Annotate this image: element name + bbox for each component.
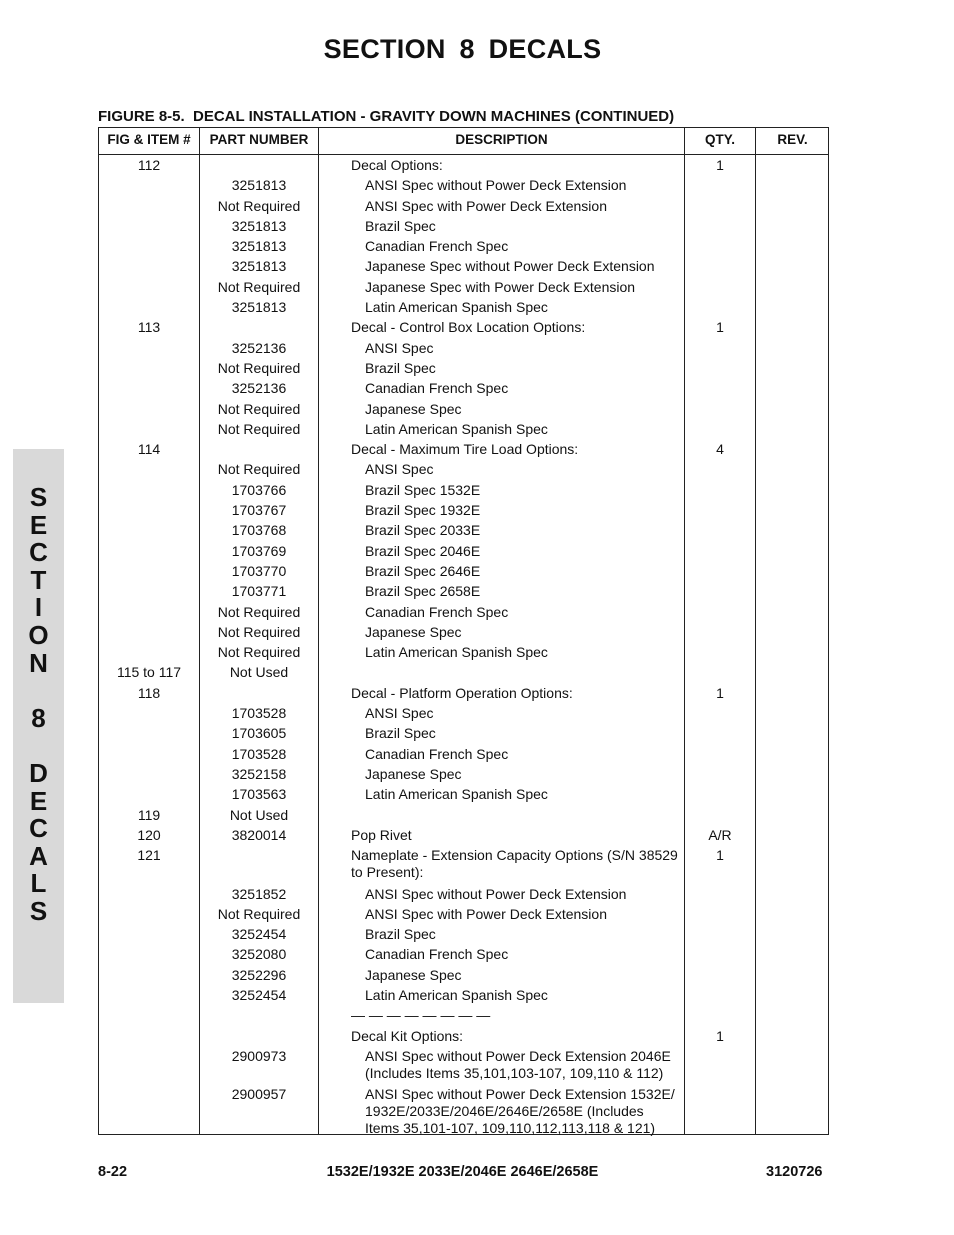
footer-page-number: 8-22 xyxy=(98,1164,128,1180)
table-body xyxy=(99,157,828,1138)
description-cell: Japanese Spec xyxy=(365,623,462,640)
part-number-cell: Not Required xyxy=(217,603,301,620)
table-header xyxy=(99,128,828,155)
description-cell: ANSI Spec without Power Deck Extension xyxy=(365,177,627,194)
part-number-cell: 1703769 xyxy=(231,542,287,559)
part-number-cell: Not Required xyxy=(217,644,301,661)
part-number-cell: 2900957 xyxy=(231,1086,287,1103)
fig-item-cell: 115 to 117 xyxy=(116,664,182,681)
fig-item-cell: 119 xyxy=(137,806,161,823)
fig-item-cell: 121 xyxy=(137,847,161,864)
table-row xyxy=(99,746,828,766)
description-cell: — — — — — — — — xyxy=(351,1007,491,1024)
part-number-cell: Not Required xyxy=(217,278,301,295)
qty-cell: A/R xyxy=(708,826,732,843)
part-number-cell: 2900973 xyxy=(231,1047,287,1064)
table-row xyxy=(99,967,828,987)
table-row xyxy=(99,319,828,339)
description-cell: ANSI Spec without Power Deck Extension 2046E (Includes Items 35,101,103-107, 109,110 & 112) xyxy=(365,1047,671,1081)
table-row xyxy=(99,1028,828,1048)
parts-table xyxy=(98,127,829,1135)
table-row xyxy=(99,644,828,664)
description-cell: Canadian French Spec xyxy=(365,238,509,255)
table-row xyxy=(99,218,828,238)
side-tab-letters xyxy=(13,484,64,926)
table-row xyxy=(99,604,828,624)
description-cell: Japanese Spec with Power Deck Extension xyxy=(365,278,636,295)
table-row xyxy=(99,766,828,786)
part-number-cell: Not Used xyxy=(229,664,289,681)
part-number-cell: Not Required xyxy=(217,197,301,214)
table-row xyxy=(99,926,828,946)
part-number-cell: 1703767 xyxy=(231,502,287,519)
part-number-cell: 3251813 xyxy=(231,177,287,194)
description-cell: ANSI Spec without Power Deck Extension 1532E/ 1932E/2033E/2046E/2646E/2658E (Includes Items 35,101-107, 109,110,112,113,118 & 121) xyxy=(365,1086,675,1137)
description-cell: Decal - Platform Operation Options: xyxy=(351,684,573,701)
description-cell: Latin American Spanish Spec xyxy=(365,987,548,1004)
section-side-tab xyxy=(13,449,64,1003)
description-cell: Canadian French Spec xyxy=(365,946,509,963)
description-cell: Latin American Spanish Spec xyxy=(365,644,548,661)
description-cell: Brazil Spec xyxy=(365,725,436,742)
table-row xyxy=(99,340,828,360)
description-cell: Decal Options: xyxy=(351,157,443,173)
fig-item-cell: 112 xyxy=(137,157,161,173)
part-number-cell: 3252136 xyxy=(231,339,287,356)
description-cell: ANSI Spec xyxy=(365,705,434,722)
table-row xyxy=(99,685,828,705)
description-cell: Decal - Maximum Tire Load Options: xyxy=(351,441,579,458)
table-row xyxy=(99,1086,828,1138)
part-number-cell: 1703528 xyxy=(231,705,287,722)
table-row xyxy=(99,1048,828,1087)
table-row xyxy=(99,664,828,684)
part-number-cell: 1703771 xyxy=(231,583,287,600)
side-tab-letter: L xyxy=(30,868,47,899)
table-row xyxy=(99,198,828,218)
column-header-description: DESCRIPTION xyxy=(455,132,548,147)
qty-cell: 1 xyxy=(716,847,724,864)
part-number-cell: Not Required xyxy=(217,400,301,417)
table-row xyxy=(99,1007,828,1027)
fig-item-cell: 113 xyxy=(137,319,161,336)
side-tab-letter: I xyxy=(34,592,43,623)
part-number-cell: 3251813 xyxy=(231,299,287,316)
side-tab-letter: A xyxy=(29,840,48,871)
side-tab-letter: E xyxy=(29,785,48,816)
table-row xyxy=(99,502,828,522)
side-tab-letter: C xyxy=(29,537,48,568)
table-row xyxy=(99,807,828,827)
part-number-cell: 1703766 xyxy=(231,481,287,498)
fig-item-cell: 114 xyxy=(137,441,161,458)
description-cell: ANSI Spec without Power Deck Extension xyxy=(365,885,627,902)
side-tab-letter: 8 xyxy=(31,702,46,733)
table-row xyxy=(99,987,828,1007)
table-row xyxy=(99,946,828,966)
table-row xyxy=(99,360,828,380)
figure-title: FIGURE 8-5. DECAL INSTALLATION - GRAVITY DOWN MACHINES (CONTINUED) xyxy=(98,108,675,125)
side-tab-letter: O xyxy=(28,619,49,650)
description-cell: ANSI Spec with Power Deck Extension xyxy=(365,197,607,214)
column-header-fig: FIG & ITEM # xyxy=(107,132,191,147)
side-tab-letter: N xyxy=(29,647,48,678)
description-cell: Brazil Spec 2033E xyxy=(365,522,481,539)
description-cell: Pop Rivet xyxy=(351,826,412,843)
table-row xyxy=(99,482,828,502)
part-number-cell: 3252158 xyxy=(231,765,287,782)
part-number-cell: 3252454 xyxy=(231,926,287,943)
qty-cell: 1 xyxy=(716,319,724,336)
column-header-rev: REV. xyxy=(777,132,808,147)
table-row xyxy=(99,441,828,461)
description-cell: Brazil Spec 1932E xyxy=(365,502,481,519)
column-header-part-number: PART NUMBER xyxy=(209,132,309,147)
part-number-cell: 3251813 xyxy=(231,238,287,255)
description-cell: Latin American Spanish Spec xyxy=(365,299,548,316)
table-row xyxy=(99,157,828,177)
table-row xyxy=(99,786,828,806)
side-tab-letter xyxy=(13,677,64,705)
table-row xyxy=(99,624,828,644)
side-tab-letter: S xyxy=(29,895,48,926)
part-number-cell: 3251813 xyxy=(231,217,287,234)
table-row xyxy=(99,886,828,906)
part-number-cell: Not Required xyxy=(217,623,301,640)
description-cell: Japanese Spec xyxy=(365,765,462,782)
part-number-cell: 3252080 xyxy=(231,946,287,963)
table-row xyxy=(99,461,828,481)
fig-item-cell: 118 xyxy=(137,684,161,701)
table-row xyxy=(99,563,828,583)
part-number-cell: 3251813 xyxy=(231,258,287,275)
side-tab-letter: T xyxy=(30,564,47,595)
table-row xyxy=(99,299,828,319)
description-cell: Japanese Spec xyxy=(365,400,462,417)
table-row xyxy=(99,906,828,926)
table-row xyxy=(99,380,828,400)
description-cell: Brazil Spec 2658E xyxy=(365,583,481,600)
part-number-cell: Not Required xyxy=(217,359,301,376)
description-cell: Decal Kit Options: xyxy=(351,1027,464,1044)
part-number-cell: Not Required xyxy=(217,461,301,478)
column-header-qty: QTY. xyxy=(704,132,735,147)
description-cell: Canadian French Spec xyxy=(365,745,509,762)
table-row xyxy=(99,827,828,847)
description-cell: Brazil Spec xyxy=(365,217,436,234)
table-row xyxy=(99,725,828,745)
part-number-cell: 3820014 xyxy=(231,826,287,843)
part-number-cell: Not Required xyxy=(217,905,301,922)
table-row xyxy=(99,279,828,299)
description-cell: Latin American Spanish Spec xyxy=(365,420,548,437)
description-cell: Canadian French Spec xyxy=(365,603,509,620)
table-row xyxy=(99,522,828,542)
part-number-cell: 3252296 xyxy=(231,966,287,983)
description-cell: ANSI Spec with Power Deck Extension xyxy=(365,905,607,922)
table-row xyxy=(99,177,828,197)
side-tab-letter: S xyxy=(29,482,48,512)
table-row xyxy=(99,258,828,278)
table-row xyxy=(99,421,828,441)
qty-cell: 1 xyxy=(716,684,724,701)
qty-cell: 1 xyxy=(716,1027,724,1044)
part-number-cell: 1703770 xyxy=(231,562,287,579)
side-tab-letter: E xyxy=(29,509,48,540)
part-number-cell: 1703563 xyxy=(231,786,287,803)
description-cell: Brazil Spec 1532E xyxy=(365,481,481,498)
table-row xyxy=(99,543,828,563)
description-cell: Brazil Spec xyxy=(365,359,436,376)
part-number-cell: 1703605 xyxy=(231,725,287,742)
part-number-cell: 3252454 xyxy=(231,987,287,1004)
table-row xyxy=(99,847,828,886)
description-cell: Latin American Spanish Spec xyxy=(365,786,548,803)
description-cell: Brazil Spec 2046E xyxy=(365,542,481,559)
description-cell: Nameplate - Extension Capacity Options (S/N 38529 to Present): xyxy=(351,847,678,881)
description-cell: Decal - Control Box Location Options: xyxy=(351,319,586,336)
description-cell: Canadian French Spec xyxy=(365,380,509,397)
description-cell: Japanese Spec without Power Deck Extension xyxy=(365,258,655,275)
table-row xyxy=(99,401,828,421)
description-cell: Japanese Spec xyxy=(365,966,462,983)
footer-models: 1532E/1932E 2033E/2046E 2646E/2658E xyxy=(326,1164,599,1180)
fig-item-cell: 120 xyxy=(137,826,161,843)
description-cell: Brazil Spec 2646E xyxy=(365,562,481,579)
description-cell: ANSI Spec xyxy=(365,339,434,356)
footer-doc-number: 3120726 xyxy=(766,1164,823,1180)
part-number-cell: 3251852 xyxy=(231,885,287,902)
qty-cell: 4 xyxy=(716,441,724,458)
table-row xyxy=(99,583,828,603)
side-tab-letter: D xyxy=(29,757,48,788)
table-row xyxy=(99,705,828,725)
side-tab-letter xyxy=(13,732,64,760)
description-cell: ANSI Spec xyxy=(365,461,434,478)
side-tab-letter: C xyxy=(29,813,48,844)
part-number-cell: Not Used xyxy=(229,806,289,823)
part-number-cell: Not Required xyxy=(217,420,301,437)
part-number-cell: 3252136 xyxy=(231,380,287,397)
description-cell: Brazil Spec xyxy=(365,926,436,943)
table-row xyxy=(99,238,828,258)
part-number-cell: 1703528 xyxy=(231,745,287,762)
part-number-cell: 1703768 xyxy=(231,522,287,539)
qty-cell: 1 xyxy=(716,157,724,173)
section-title: SECTION 8 DECALS xyxy=(323,34,602,64)
